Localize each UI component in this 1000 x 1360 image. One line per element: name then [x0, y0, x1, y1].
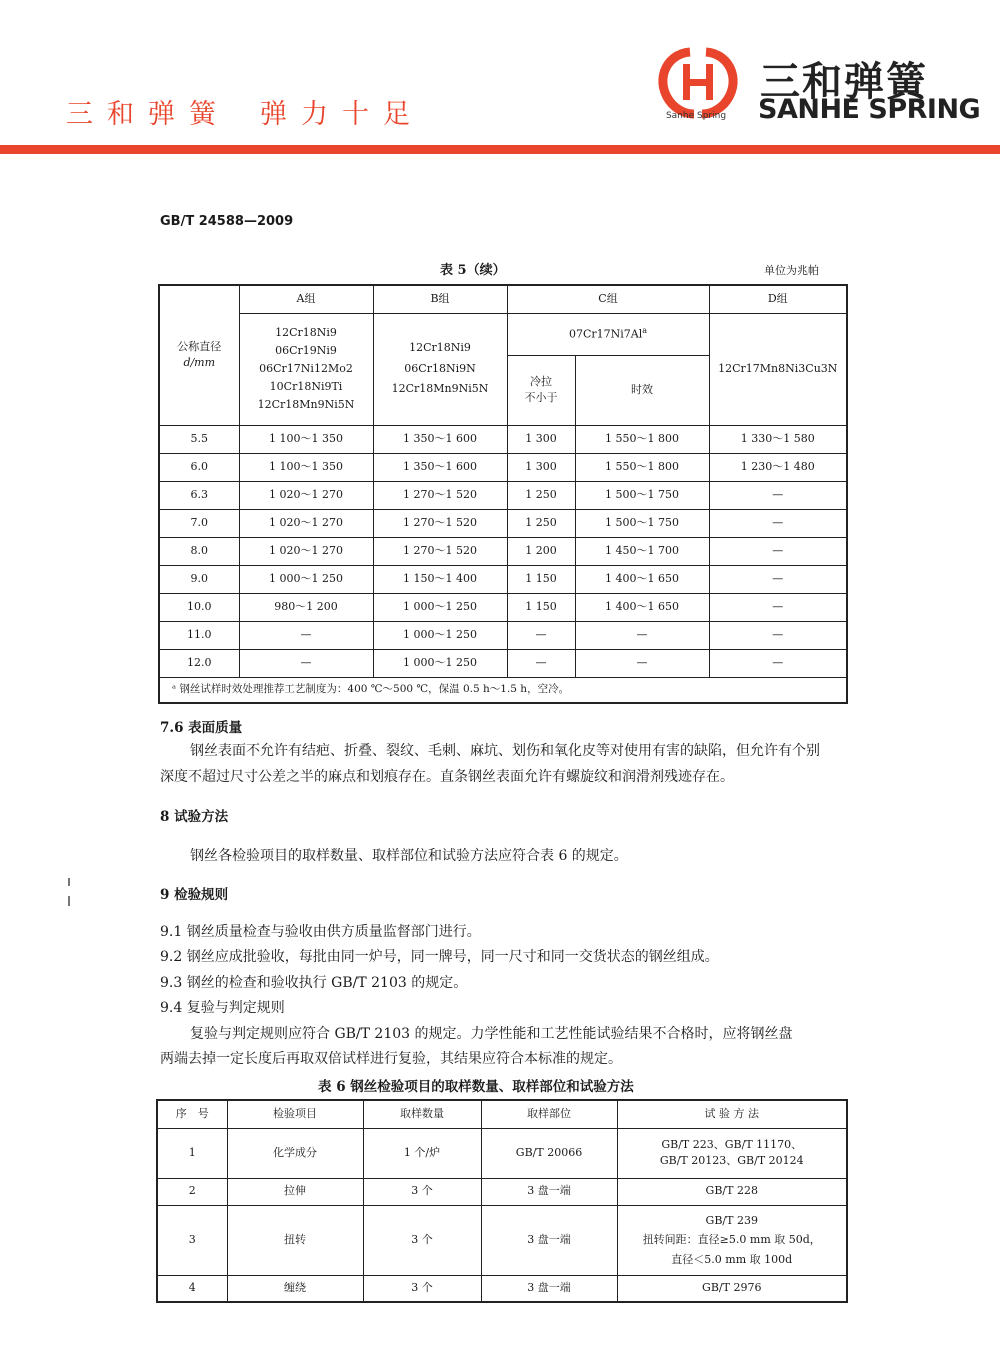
cell-item: 拉伸: [227, 1178, 363, 1205]
cell-b: 1 350～1 600: [373, 425, 507, 453]
cell-no: 4: [157, 1275, 227, 1302]
table-row: [157, 1178, 847, 1205]
table-row: [159, 509, 847, 537]
cell-dd: —: [709, 537, 847, 565]
cell-b: 1 270～1 520: [373, 481, 507, 509]
cell-a: 1 100～1 350: [239, 425, 373, 453]
cell-location: GB/T 20066: [481, 1128, 617, 1178]
cell-c1: 1 150: [507, 565, 575, 593]
cell-c1: 1 300: [507, 453, 575, 481]
group-a-header: A组: [239, 285, 373, 313]
cell-c1: 1 200: [507, 537, 575, 565]
cell-b: 1 150～1 400: [373, 565, 507, 593]
cell-a: —: [239, 621, 373, 649]
group-c-header: C组: [507, 285, 709, 313]
footnote-mark: a: [642, 325, 648, 335]
cell-c2: —: [575, 621, 709, 649]
group-c-grade: [507, 313, 709, 355]
table5-footnote: ᵃ 钢丝试样时效处理推荐工艺制度为：400 ℃～500 ℃，保温 0.5 h～1.5 h，空冷。: [159, 677, 847, 703]
cell-a: 1 000～1 250: [239, 565, 373, 593]
cell-c2: 1 400～1 650: [575, 593, 709, 621]
group-d-header: D组: [709, 285, 847, 313]
header-location: 取样部位: [481, 1100, 617, 1128]
cell-dd: 1 230～1 480: [709, 453, 847, 481]
cell-a: 1 020～1 270: [239, 481, 373, 509]
cell-qty: 3 个: [363, 1275, 481, 1302]
cell-method: GB/T 2976: [617, 1275, 847, 1302]
cell-c2: 1 500～1 750: [575, 509, 709, 537]
header-method: 试 验 方 法: [617, 1100, 847, 1128]
group-b-grades: [373, 313, 507, 425]
cell-item: 缠绕: [227, 1275, 363, 1302]
table-row: [159, 565, 847, 593]
cell-qty: 1 个/炉: [363, 1128, 481, 1178]
cell-b: 1 270～1 520: [373, 537, 507, 565]
cell-c1: 1 150: [507, 593, 575, 621]
section-9-3: 9.3 钢丝的检查和验收执行 GB/T 2103 的规定。: [160, 975, 468, 991]
brand-name-cn: 三和弹簧: [760, 59, 928, 105]
cell-dd: —: [709, 565, 847, 593]
header-item: 检验项目: [227, 1100, 363, 1128]
cell-c2: 1 550～1 800: [575, 425, 709, 453]
table-row: [159, 453, 847, 481]
cell-c2: —: [575, 649, 709, 677]
table6-caption: 表 6 钢丝检验项目的取样数量、取样部位和试验方法: [318, 1079, 634, 1095]
cell-location: 3 盘一端: [481, 1178, 617, 1205]
section-9-2: 9.2 钢丝应成批验收，每批由同一炉号，同一牌号，同一尺寸和同一交货状态的钢丝组成。: [160, 949, 719, 965]
diameter-header-line2: d/mm: [183, 356, 216, 370]
cell-c1: —: [507, 621, 575, 649]
cell-d: 6.0: [159, 453, 239, 481]
cell-dd: 1 330～1 580: [709, 425, 847, 453]
cell-b: 1 000～1 250: [373, 593, 507, 621]
cell-d: 12.0: [159, 649, 239, 677]
grade: 06Cr17Ni12Mo2: [259, 361, 353, 375]
table-row: [159, 593, 847, 621]
table-row: [157, 1128, 847, 1178]
slogan-part-1: 三和弹簧: [66, 99, 230, 130]
cell-d: 5.5: [159, 425, 239, 453]
method-line: GB/T 223、GB/T 11170、: [661, 1137, 803, 1151]
group-b-header: B组: [373, 285, 507, 313]
cell-a: 980～1 200: [239, 593, 373, 621]
slogan-part-2: 弹力十足: [260, 99, 424, 130]
section-9-1: 9.1 钢丝质量检查与验收由供方质量监督部门进行。: [160, 924, 481, 940]
method-line: 扭转间距：直径≥5.0 mm 取 50d，: [642, 1233, 821, 1247]
cell-dd: —: [709, 593, 847, 621]
c-cold-line1: 冷拉: [530, 374, 552, 388]
cell-b: 1 000～1 250: [373, 621, 507, 649]
grade: 12Cr18Ni9: [409, 340, 471, 354]
cell-method: GB/T 228: [617, 1178, 847, 1205]
cell-no: 1: [157, 1128, 227, 1178]
cell-d: 10.0: [159, 593, 239, 621]
grade: 10Cr18Ni9Ti: [269, 380, 343, 394]
cell-b: 1 000～1 250: [373, 649, 507, 677]
cell-a: 1 100～1 350: [239, 453, 373, 481]
brand-name-en: SANHE SPRING: [758, 94, 981, 125]
table6: [156, 1099, 848, 1303]
c-cold-line2: 不小于: [524, 391, 558, 404]
table-row: [157, 1205, 847, 1275]
cell-d: 9.0: [159, 565, 239, 593]
section-8-text: 钢丝各检验项目的取样数量、取样部位和试验方法应符合表 6 的规定。: [190, 848, 628, 864]
cell-method: [617, 1128, 847, 1178]
cell-c1: 1 250: [507, 481, 575, 509]
table-row: [159, 649, 847, 677]
cell-method: [617, 1205, 847, 1275]
cell-c1: 1 300: [507, 425, 575, 453]
section-9-4-line1: 复验与判定规则应符合 GB/T 2103 的规定。力学性能和工艺性能试验结果不合格时，应将钢丝盘: [190, 1026, 793, 1042]
cell-location: 3 盘一端: [481, 1205, 617, 1275]
section-9-4-line2: 两端去掉一定长度后再取双倍试样进行复验，其结果应符合本标准的规定。: [160, 1051, 622, 1067]
header-divider: [0, 145, 1000, 154]
section-9-4: 9.4 复验与判定规则: [160, 1000, 285, 1016]
cell-b: 1 270～1 520: [373, 509, 507, 537]
scan-mark: [68, 896, 70, 906]
grade: 06Cr18Ni9N: [404, 361, 476, 375]
standard-code: GB/T 24588—2009: [160, 214, 294, 229]
grade: 12Cr18Mn9Ni5N: [257, 398, 355, 412]
grade: 12Cr18Mn9Ni5N: [391, 382, 489, 396]
cell-d: 6.3: [159, 481, 239, 509]
header-qty: 取样数量: [363, 1100, 481, 1128]
grade: 12Cr18Ni9: [275, 325, 337, 339]
cell-location: 3 盘一端: [481, 1275, 617, 1302]
cell-dd: —: [709, 649, 847, 677]
group-d-grade: 12Cr17Mn8Ni3Cu3N: [709, 313, 847, 425]
cell-item: 扭转: [227, 1205, 363, 1275]
cell-no: 2: [157, 1178, 227, 1205]
cell-d: 7.0: [159, 509, 239, 537]
section-7-6-heading: 7.6 表面质量: [160, 720, 243, 736]
cell-b: 1 350～1 600: [373, 453, 507, 481]
diameter-header: [159, 285, 239, 425]
group-a-grades: [239, 313, 373, 425]
method-line: GB/T 239: [705, 1214, 758, 1228]
cell-no: 3: [157, 1205, 227, 1275]
cell-dd: —: [709, 621, 847, 649]
cell-dd: —: [709, 481, 847, 509]
cell-dd: —: [709, 509, 847, 537]
cell-c2: 1 400～1 650: [575, 565, 709, 593]
method-line: GB/T 20123、GB/T 20124: [659, 1154, 804, 1167]
cell-c2: 1 550～1 800: [575, 453, 709, 481]
table-row: [159, 481, 847, 509]
cell-item: 化学成分: [227, 1128, 363, 1178]
cell-qty: 3 个: [363, 1178, 481, 1205]
cell-c1: —: [507, 649, 575, 677]
table-row: [159, 537, 847, 565]
table-row: [159, 621, 847, 649]
c-cold-header: [507, 355, 575, 425]
slogan: [66, 92, 424, 131]
diameter-header-line1: 公称直径: [177, 339, 222, 353]
cell-a: 1 020～1 270: [239, 537, 373, 565]
cell-d: 11.0: [159, 621, 239, 649]
cell-c2: 1 500～1 750: [575, 481, 709, 509]
section-8-heading: 8 试验方法: [160, 809, 229, 825]
table-row: [157, 1275, 847, 1302]
grade: 07Cr17Ni7Al: [568, 327, 643, 341]
scan-mark: [68, 878, 70, 886]
brand-small-text: Sanhe Spring: [665, 111, 727, 121]
c-aged-header: 时效: [575, 355, 709, 425]
table-row: [159, 425, 847, 453]
header-no: 序 号: [157, 1100, 227, 1128]
grade: 06Cr19Ni9: [275, 343, 337, 357]
cell-c2: 1 450～1 700: [575, 537, 709, 565]
cell-a: 1 020～1 270: [239, 509, 373, 537]
table5-unit: 单位为兆帕: [764, 264, 819, 277]
table5: [158, 284, 848, 704]
cell-c1: 1 250: [507, 509, 575, 537]
cell-qty: 3 个: [363, 1205, 481, 1275]
cell-d: 8.0: [159, 537, 239, 565]
section-9-heading: 9 检验规则: [160, 887, 229, 903]
method-line: 直径＜5.0 mm 取 100d: [671, 1252, 793, 1266]
section-7-6-line1: 钢丝表面不允许有结疤、折叠、裂纹、毛刺、麻坑、划伤和氧化皮等对使用有害的缺陷，但允许有个别: [190, 743, 820, 759]
cell-a: —: [239, 649, 373, 677]
section-7-6-line2: 深度不超过尺寸公差之半的麻点和划痕存在。直条钢丝表面允许有螺旋纹和润滑剂残迹存在。: [160, 769, 734, 785]
table5-caption: 表 5（续）: [440, 263, 506, 278]
